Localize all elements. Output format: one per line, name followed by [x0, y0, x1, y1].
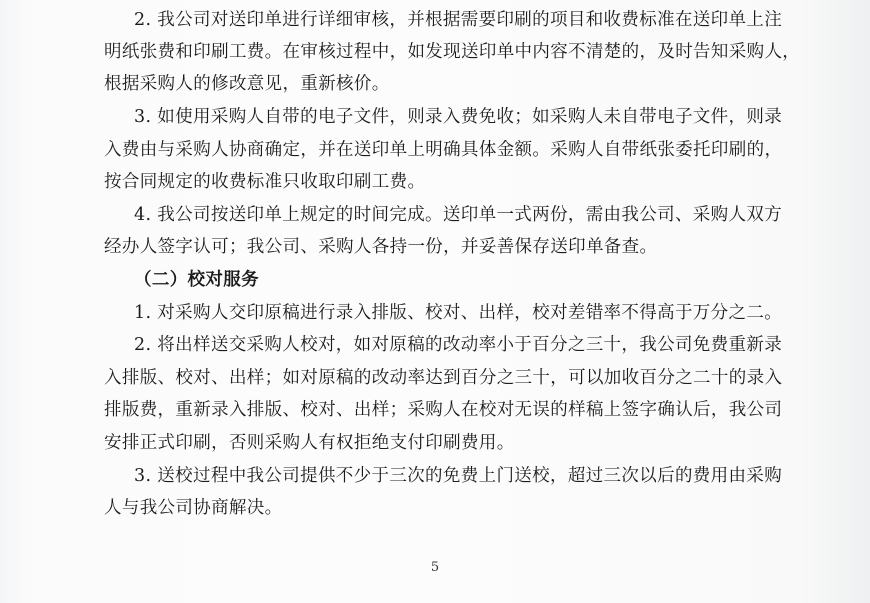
paragraph-line: 入费由与采购人协商确定，并在送印单上明确具体金额。采购人自带纸张委托印刷的，: [104, 140, 783, 160]
paragraph-line: 2. 将出样送交采购人校对，如对原稿的改动率小于百分之三十，我公司免费重新录: [134, 335, 783, 355]
paragraph-line: 根据采购人的修改意见，重新核价。: [104, 74, 390, 94]
paragraph-line: 经办人签字认可；我公司、采购人各持一份，并妥善保存送印单备查。: [104, 237, 658, 257]
paragraph-line: 3. 如使用采购人自带的电子文件，则录入费免收；如采购人未自带电子文件，则录: [134, 107, 783, 127]
paragraph-line: 1. 对采购人交印原稿进行录入排版、校对、出样，校对差错率不得高于万分之二。: [134, 303, 783, 323]
page-number: 5: [430, 560, 440, 575]
paragraph-line: 安排正式印刷，否则采购人有权拒绝支付印刷费用。: [104, 433, 515, 453]
paragraph-line: 3. 送校过程中我公司提供不少于三次的免费上门送校，超过三次以后的费用由采购: [134, 466, 783, 486]
paragraph-line: 排版费，重新录入排版、校对、出样；采购人在校对无误的样稿上签字确认后，我公司: [104, 400, 783, 420]
section-heading: （二）校对服务: [134, 270, 259, 290]
paragraph-line: 人与我公司协商解决。: [104, 498, 283, 518]
paragraph-line: 入排版、校对、出样；如对原稿的改动率达到百分之三十，可以加收百分之二十的录入: [104, 368, 783, 388]
paragraph-line: 4. 我公司按送印单上规定的时间完成。送印单一式两份，需由我公司、采购人双方: [134, 205, 783, 225]
paragraph-line: 2. 我公司对送印单进行详细审核，并根据需要印刷的项目和收费标准在送印单上注: [134, 10, 783, 30]
paragraph-line: 按合同规定的收费标准只收取印刷工费。: [104, 172, 426, 192]
paragraph-line: 明纸张费和印刷工费。在审核过程中，如发现送印单中内容不清楚的，及时告知采购人，: [104, 42, 801, 62]
